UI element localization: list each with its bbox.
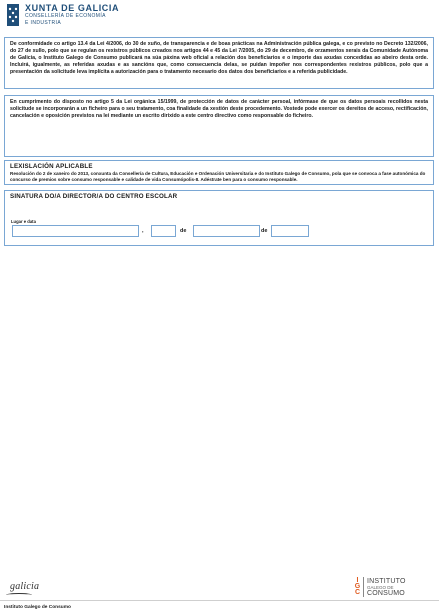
transparency-notice-box xyxy=(4,37,434,89)
igc-letter-c: C xyxy=(354,589,361,596)
place-input[interactable] xyxy=(12,225,139,237)
footer-divider xyxy=(0,600,439,601)
data-protection-text: En cumprimento do disposto no artigo 5 da Lei orgánica 15/1999, de protección de datos de carácter persoal, infórmase de que os datos persoais recollidos nesta solicitude se incorporarán a un ficheiro para o seu tratamento, coa finalidade da xestión deste procedemento. Vostede pode exercer os dereitos de acceso, rectificación, cancelación e oposición previstos na lei mediante un escrito dirixido a este centro directivo como responsable do ficheiro. xyxy=(10,99,428,119)
year-input[interactable] xyxy=(271,225,309,237)
xunta-emblem-icon xyxy=(6,4,20,26)
igc-letters xyxy=(354,577,364,597)
igc-line-1: INSTITUTO xyxy=(367,577,406,585)
igc-logo xyxy=(354,576,406,598)
data-protection-box xyxy=(4,95,434,157)
footer-caption: Instituto Galego de Consumo xyxy=(4,605,71,610)
legislation-text: Resolución do 2 de xaneiro do 2013, conxunta da Consellería de Cultura, Educación e Ordenación Universitaria e do Instituto Galego de Consumo, pola que se convoca a fase autonómica do concurso de premios sobre consumo responsable e calidade de vida Consumópolis-8. Adéstrate ben para o consumo responsable. xyxy=(10,171,426,182)
comma-separator: , xyxy=(142,228,144,234)
de-separator-1: de xyxy=(180,228,187,234)
header xyxy=(6,3,206,29)
department-line-2: E INDUSTRIA xyxy=(25,19,62,26)
legislation-box xyxy=(4,160,434,185)
galicia-swash-icon xyxy=(6,593,32,597)
igc-line-2: GALEGO DE xyxy=(367,584,394,590)
igc-line-3: CONSUMO xyxy=(367,589,405,597)
galicia-logo xyxy=(10,576,39,597)
de-separator-2: de xyxy=(261,228,268,234)
month-input[interactable] xyxy=(193,225,260,237)
department-line-1: CONSELLERÍA DE ECONOMÍA xyxy=(25,13,106,19)
place-date-label: Lugar e data xyxy=(11,219,36,224)
igc-letter-i: I xyxy=(356,577,359,584)
day-input[interactable] xyxy=(151,225,176,237)
signature-title: SINATURA DO/A DIRECTOR/A DO CENTRO ESCOLAR xyxy=(10,193,178,200)
igc-letter-g: G xyxy=(354,583,361,590)
galicia-logo-text: galicia xyxy=(10,581,40,592)
legislation-title: LEXISLACIÓN APLICABLE xyxy=(10,163,93,170)
signature-box xyxy=(4,190,434,246)
transparency-notice-text: De conformidade co artigo 13.4 da Lei 4/2006, do 30 de xuño, de transparencia e de boas prácticas na Administración pública galega, e co previsto no Decreto 132/2006, do 27 de xullo, polo que se regulan os rexistros públicos creados nos artigos 44 e 45 da Lei 7/2005, do 29 de decembro, de orzamentos xerais da Comunidade Autónoma de Galicia, o Instituto Galego de Consumo publicará na súa páxina web oficial a relación dos beneficiarios e o importe das axudas concedidas ao abeiro desta orde. Incluirá, igualmente, as referidas axudas e as sancións que, como consecuencia delas, se puidan impoñer nos correspondentes rexistros públicos, polo que a presentación da solicitude leva implícita a autorización para o tratamento necesario dos datos dos beneficiarios e a referida publicidade. xyxy=(10,41,428,75)
brand-title: XUNTA DE GALICIA xyxy=(25,3,120,13)
